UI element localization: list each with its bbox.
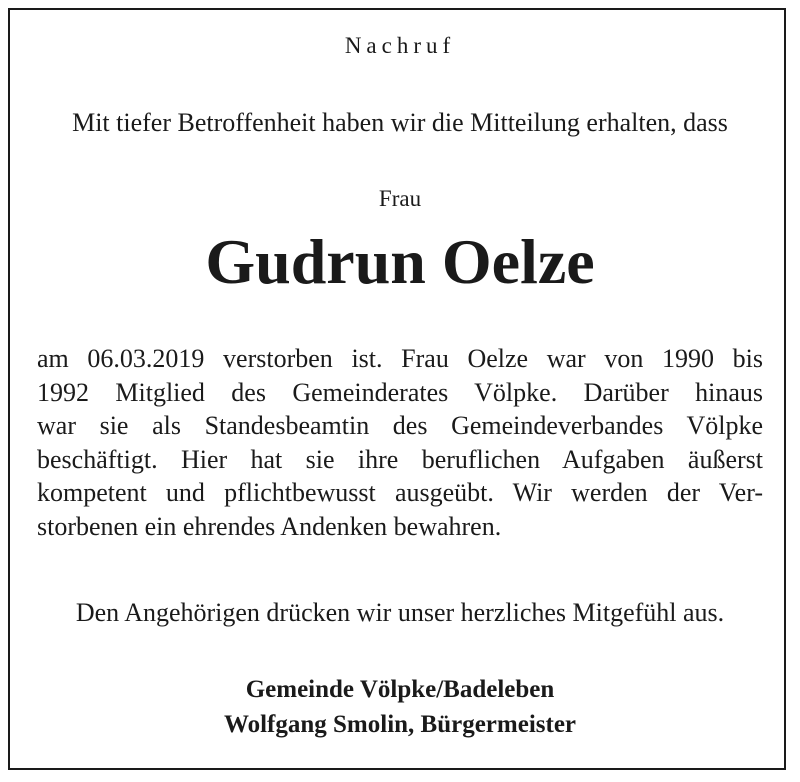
deceased-name: Gudrun Oelze — [205, 226, 595, 297]
body-line: 1992 Mitglied des Gemeinderates Völpke. Darüber hinaus — [37, 377, 763, 407]
body-line: beschäftigt. Hier hat sie ihre beruflichen Aufgaben äußerst — [37, 444, 763, 474]
body-line: am 06.03.2019 verstorben ist. Frau Oelze war von 1990 bis — [37, 344, 763, 373]
signature-organization: Gemeinde Völpke/Badeleben — [245, 676, 555, 703]
body-text — [37, 342, 763, 543]
condolence-text: Den Angehörigen drücken wir unser herzliches Mitgefühl aus. — [75, 598, 725, 627]
intro-text: Mit tiefer Betroffenheit haben wir die Mitteilung erhalten, dass — [72, 108, 728, 137]
body-line: storbenen ein ehrendes Andenken bewahren. — [37, 511, 502, 541]
signature-signatory: Wolfgang Smolin, Bürgermeister — [223, 711, 577, 738]
body-line: war sie als Standesbeamtin des Gemeindeverbandes Völpke — [37, 411, 763, 440]
salutation: Frau — [378, 186, 422, 211]
body-line: kompetent und pflichtbewusst ausgeübt. Wir werden der Ver- — [37, 478, 763, 507]
notice-heading: Nachruf — [344, 33, 456, 58]
